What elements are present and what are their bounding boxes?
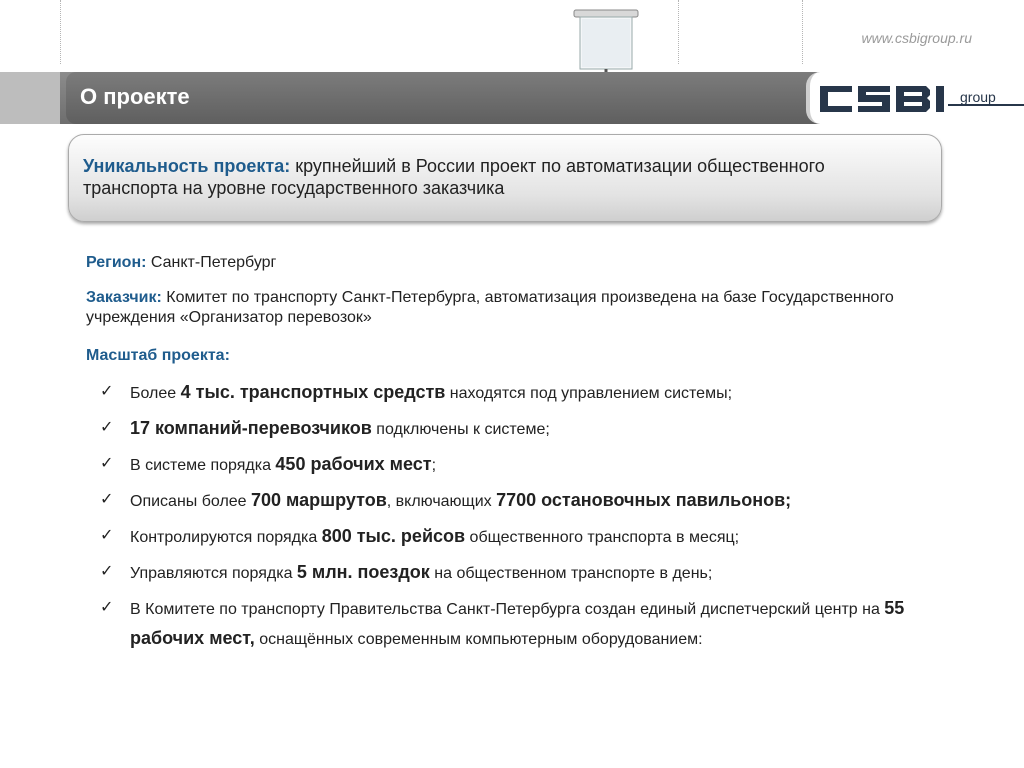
- checkmark-icon: ✓: [100, 563, 114, 580]
- region-line: [86, 253, 966, 273]
- title-bar: [0, 72, 820, 124]
- list-item: ✓ Управляются порядка 5 млн. поездок на общественном транспорте в день;: [100, 558, 930, 588]
- uniqueness-label: Уникальность проекта:: [83, 156, 291, 176]
- divider: [60, 0, 61, 64]
- scale-line: [86, 346, 966, 366]
- customer-label: Заказчик:: [86, 289, 162, 306]
- checkmark-icon: ✓: [100, 599, 114, 616]
- page-title: О проекте: [80, 84, 190, 109]
- checkmark-icon: ✓: [100, 383, 114, 400]
- region-value: Санкт-Петербург: [146, 254, 277, 271]
- csbi-logo: [806, 72, 1024, 124]
- divider: [678, 0, 679, 64]
- site-url: www.csbigroup.ru: [861, 30, 972, 46]
- divider: [802, 0, 803, 64]
- scale-label: Масштаб проекта:: [86, 347, 230, 364]
- list-item: ✓ В системе порядка 450 рабочих мест;: [100, 450, 930, 480]
- scale-checklist: [100, 378, 930, 660]
- list-item: ✓ Контролируются порядка 800 тыс. рейсов общественного транспорта в месяц;: [100, 522, 930, 552]
- customer-value: Комитет по транспорту Санкт-Петербурга, автоматизация произведена на базе Государственного учреждения «Организатор перевозок»: [86, 289, 894, 326]
- checkmark-icon: ✓: [100, 527, 114, 544]
- svg-text:group: group: [960, 89, 996, 105]
- uniqueness-callout: [68, 134, 942, 222]
- checkmark-icon: ✓: [100, 455, 114, 472]
- checkmark-icon: ✓: [100, 491, 114, 508]
- customer-line: [86, 288, 916, 328]
- list-item: ✓ Более 4 тыс. транспортных средств находятся под управлением системы;: [100, 378, 930, 408]
- list-item: ✓ Описаны более 700 маршрутов, включающих 7700 остановочных павильонов;: [100, 486, 930, 516]
- list-item: ✓ В Комитете по транспорту Правительства Санкт-Петербурга создан единый диспетчерский центр на 55 рабочих мест, оснащённых современным компьютерным оборудованием:: [100, 594, 930, 654]
- title-tab: [0, 72, 60, 124]
- uniqueness-text: крупнейший в России проект по автоматизации общественного транспорта на уровне государственного заказчика: [83, 156, 825, 198]
- region-label: Регион:: [86, 254, 147, 271]
- checkmark-icon: ✓: [100, 419, 114, 436]
- list-item: ✓ 17 компаний-перевозчиков подключены к системе;: [100, 414, 930, 444]
